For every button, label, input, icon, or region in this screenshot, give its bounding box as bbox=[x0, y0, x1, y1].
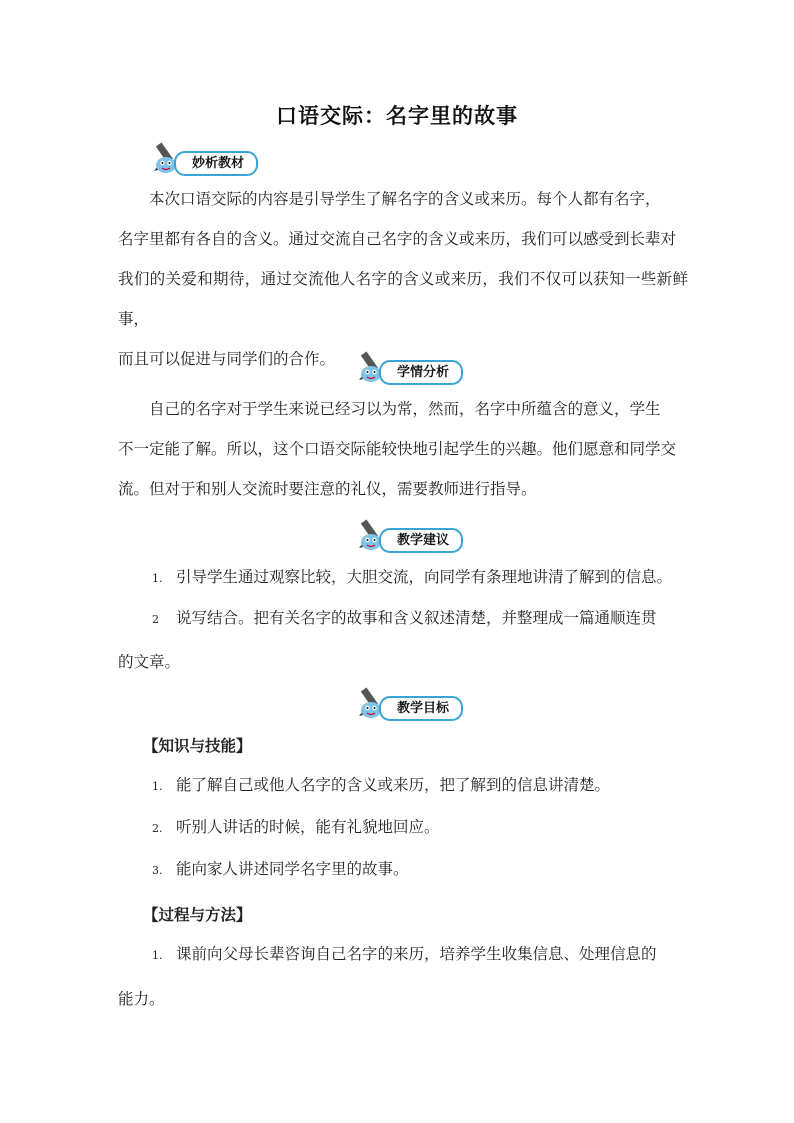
section-badge-label: 教学目标 bbox=[379, 696, 463, 721]
list-item bbox=[118, 807, 688, 849]
paragraph-line: 名字里都有各自的含义。通过交流自己名字的含义或来历，我们可以感受到长辈对 bbox=[118, 230, 677, 248]
item-text: 课前向父母长辈咨询自己名字的来历，培养学生收集信息、处理信息的 bbox=[176, 945, 657, 963]
item-number: 2 bbox=[152, 613, 159, 626]
paragraph-line: 我们的关爱和期待，通过交流他人名字的含义或来历，我们不仅可以获知一些新鲜事， bbox=[118, 270, 688, 328]
paragraph-line: 而且可以促进与同学们的合作。 bbox=[118, 350, 336, 368]
subsection-heading: 【知识与技能】 bbox=[143, 737, 252, 755]
list-item bbox=[118, 934, 688, 976]
item-number: 1. bbox=[152, 780, 163, 793]
item-number: 1. bbox=[152, 572, 163, 585]
item-text: 能了解自己或他人名字的含义或来历，把了解到的信息讲清楚。 bbox=[176, 776, 611, 794]
item-text-continued: 能力。 bbox=[118, 990, 165, 1008]
paragraph-line: 自己的名字对于学生来说已经习以为常，然而，名字中所蕴含的意义，学生 bbox=[149, 400, 661, 418]
learning-paragraph bbox=[118, 389, 688, 509]
list-item bbox=[118, 765, 688, 807]
item-text: 说写结合。把有关名字的故事和含义叙述清楚，并整理成一篇通顺连贯 bbox=[176, 609, 657, 627]
section-badge-label: 教学建议 bbox=[379, 528, 463, 553]
paragraph-line: 本次口语交际的内容是引导学生了解名字的含义或来历。每个人都有名字， bbox=[149, 190, 661, 208]
list-item bbox=[118, 598, 688, 640]
analysis-paragraph bbox=[118, 179, 688, 379]
item-number: 2. bbox=[152, 822, 163, 835]
item-text: 听别人讲话的时候，能有礼貌地回应。 bbox=[176, 818, 440, 836]
item-text: 引导学生通过观察比较，大胆交流，向同学有条理地讲清了解到的信息。 bbox=[176, 568, 673, 586]
list-item bbox=[118, 849, 688, 891]
item-number: 3. bbox=[152, 864, 163, 877]
subsection-heading: 【过程与方法】 bbox=[143, 906, 252, 924]
item-number: 1. bbox=[152, 949, 163, 962]
item-text-continued: 的文章。 bbox=[118, 653, 181, 671]
section-badge-label: 学情分析 bbox=[379, 360, 463, 385]
page-title: 口语交际：名字里的故事 bbox=[276, 104, 518, 128]
paragraph-line: 不一定能了解。所以，这个口语交际能较快地引起学生的兴趣。他们愿意和同学交 bbox=[118, 440, 677, 458]
paragraph-line: 流。但对于和别人交流时要注意的礼仪，需要教师进行指导。 bbox=[118, 480, 537, 498]
section-badge-label: 妙析教材 bbox=[174, 151, 258, 176]
list-item bbox=[118, 557, 688, 599]
item-text: 能向家人讲述同学名字里的故事。 bbox=[176, 860, 409, 878]
